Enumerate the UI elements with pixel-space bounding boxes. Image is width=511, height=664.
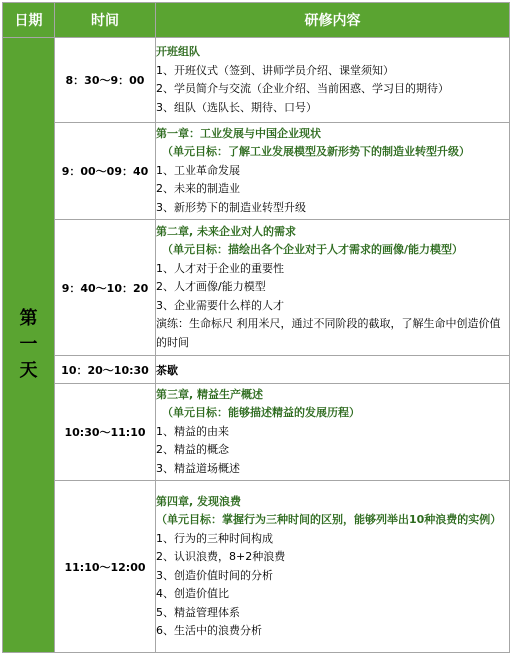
session-item: 3、企业需要什么样的人才 [156, 298, 284, 312]
session-goal: （单元目标：了解工业发展模型及新形势下的制造业转型升级） [162, 145, 470, 159]
session-item: 3、新形势下的制造业转型升级 [156, 200, 306, 214]
session-title: 开班组队 [156, 45, 200, 58]
tea-break: 茶歇 [156, 356, 510, 384]
session-item: 3、创造价值时间的分析 [156, 568, 273, 582]
session-time: 8：30～9：00 [55, 38, 156, 123]
table-row [3, 123, 510, 220]
day-char: 一 [19, 334, 38, 355]
session-goal: （单元目标：能够描述精益的发展历程） [162, 406, 360, 420]
table-row [3, 481, 510, 653]
header-day: 日期 [3, 3, 55, 38]
session-item: 2、认识浪费，8+2种浪费 [156, 550, 286, 563]
table-row [3, 220, 510, 356]
session-item: 3、组队（选队长、期待、口号） [156, 100, 317, 114]
session-title: 第二章, 未来企业对人的需求 [156, 224, 297, 238]
session-title: 第一章：工业发展与中国企业现状 [156, 126, 321, 140]
session-title: 第三章, 精益生产概述 [156, 387, 264, 401]
session-item: 1、人才对于企业的重要性 [156, 261, 284, 275]
session-item: 2、精益的概念 [156, 443, 229, 457]
session-time: 9：00～09：40 [55, 123, 156, 220]
header-time: 时间 [55, 3, 156, 38]
session-time: 11:10～12:00 [55, 481, 156, 653]
session-content [156, 384, 510, 481]
session-item: 4、创造价值比 [156, 587, 229, 600]
session-item: 3、精益道场概述 [156, 461, 240, 475]
session-goal: （单元目标：描绘出各个企业对于人才需求的画像/能力模型） [162, 243, 464, 257]
day-char: 第 [19, 308, 38, 329]
session-content [156, 481, 510, 653]
session-title: 第四章, 发现浪费 [156, 494, 242, 508]
table-row [3, 356, 510, 384]
session-time: 10：20～10:30 [55, 356, 156, 384]
session-item: 5、精益管理体系 [156, 605, 240, 619]
session-exercise: 演练：生命标尺 利用米尺，通过不同阶段的截取，了解生命中创造价值的时间 [156, 317, 501, 349]
table-row [3, 38, 510, 123]
session-item: 2、人才画像/能力模型 [156, 280, 266, 294]
day-cell [3, 38, 55, 653]
session-item: 2、未来的制造业 [156, 182, 240, 196]
header-content: 研修内容 [156, 3, 510, 38]
session-item: 6、生活中的浪费分析 [156, 624, 262, 637]
session-item: 2、学员简介与交流（企业介绍、当前困惑、学习目的期待） [156, 82, 449, 95]
session-item: 1、行为的三种时间构成 [156, 531, 273, 545]
session-item: 1、精益的由来 [156, 424, 229, 438]
session-content [156, 38, 510, 123]
session-content [156, 123, 510, 220]
day-char: 天 [19, 360, 38, 381]
session-item: 1、工业革命发展 [156, 163, 240, 177]
session-time: 10:30～11:10 [55, 384, 156, 481]
session-content [156, 220, 510, 356]
header-row [3, 3, 510, 38]
table-row [3, 384, 510, 481]
session-goal: （单元目标：掌握行为三种时间的区别，能够列举出10种浪费的实例） [156, 513, 502, 526]
session-item: 1、开班仪式（签到、讲师学员介绍、课堂须知） [156, 63, 394, 77]
session-time: 9：40～10：20 [55, 220, 156, 356]
schedule-table [2, 2, 510, 653]
